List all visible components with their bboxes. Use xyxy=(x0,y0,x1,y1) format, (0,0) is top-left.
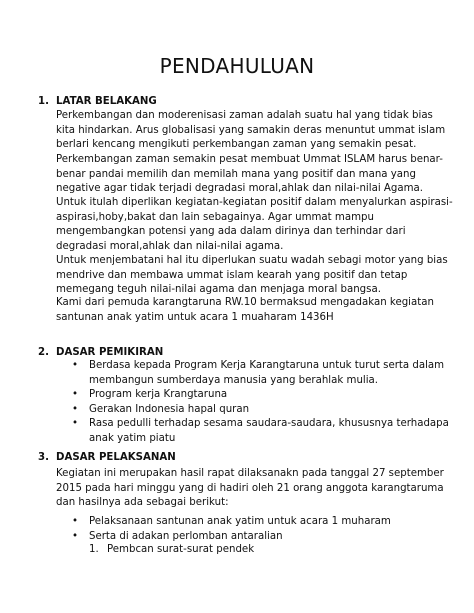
sub-item-number: 1. xyxy=(89,544,99,555)
sub-item-text: Pembcan surat-surat pendek xyxy=(107,544,255,555)
list-item-line: membangun sumberdaya manusia yang berahlak mulia. xyxy=(89,374,379,386)
section-number: 2. xyxy=(38,347,49,358)
list-item xyxy=(72,388,442,403)
list-item-line: anak yatim piatu xyxy=(89,432,176,444)
paragraph-line: 2015 pada hari minggu yang di hadiri oleh 21 orang anggota karangtaruma xyxy=(56,482,444,494)
section-heading-dasar-pemikiran xyxy=(38,347,163,358)
paragraph-4 xyxy=(56,254,448,298)
section-number: 3. xyxy=(38,452,49,463)
paragraph-line: Perkembangan zaman semakin pesat membuat Ummat ISLAM harus benar- xyxy=(56,154,443,165)
section-number: 1. xyxy=(38,96,49,107)
paragraph-line: mendrive dan membawa ummat islam kearah yang positif dan tetap xyxy=(56,269,408,281)
paragraph-line: memegang teguh nilai-nilai agama dan menjaga moral bangsa. xyxy=(56,284,381,296)
numbered-sub-item xyxy=(89,543,254,558)
paragraph-5 xyxy=(56,296,436,325)
bullet-icon: • xyxy=(72,403,79,415)
section-title: LATAR BELAKANG xyxy=(56,96,157,107)
list-item-line: Serta di adakan perlomban antaralian xyxy=(89,530,283,542)
paragraph-line: Perkembangan dan moderenisasi zaman adalah suatu hal yang tidak bias xyxy=(56,110,433,121)
list-item-line: Pelaksanaan santunan anak yatim untuk acara 1 muharam xyxy=(89,516,391,527)
list-item xyxy=(72,515,442,530)
bullet-icon: • xyxy=(72,418,79,430)
paragraph-line: Kami dari pemuda karangtaruna RW.10 bermaksud mengadakan kegiatan xyxy=(56,297,434,308)
section-title: DASAR PEMIKIRAN xyxy=(56,347,164,358)
paragraph-dasar-pelaksanan xyxy=(56,467,444,511)
paragraph-3 xyxy=(56,196,453,254)
paragraph-line: negative agar tidak terjadi degradasi moral,ahlak dan nilai-nilai Agama. xyxy=(56,183,423,195)
list-item-line: Program kerja Krangtaruna xyxy=(89,389,228,401)
paragraph-line: mengembangkan potensi yang ada dalam dirinya dan terhindar dari xyxy=(56,226,406,238)
paragraph-line: santunan anak yatim untuk acara 1 muaharam 1436H xyxy=(56,311,334,323)
paragraph-line: benar pandai memilih dan memilah mana yang positif dan mana yang xyxy=(56,168,416,180)
section-heading-latar-belakang xyxy=(38,96,157,107)
bullet-icon: • xyxy=(72,360,79,371)
bullet-list-dasar-pemikiran xyxy=(72,359,449,447)
paragraph-line: berlari kencang mengikuti perkembangan zaman yang semakin pesat. xyxy=(56,139,417,151)
paragraph-1 xyxy=(56,109,446,153)
list-item-line: Berdasa kepada Program Kerja Karangtaruna untuk turut serta dalam xyxy=(89,360,445,371)
paragraph-line: Untuk itulah diperlikan kegiatan-kegiatan positif dalam menyalurkan aspirasi- xyxy=(56,197,453,208)
paragraph-2 xyxy=(56,153,443,197)
section-title: DASAR PELAKSANAN xyxy=(56,452,176,463)
list-item xyxy=(72,403,442,418)
list-item-line: Rasa pedulli terhadap sesama saudara-saudara, khususnya terhadapa xyxy=(89,418,449,430)
list-item xyxy=(72,530,442,545)
paragraph-line: aspirasi,hoby,bakat dan lain sebagainya. Agar ummat mampu xyxy=(56,211,374,223)
paragraph-line: degradasi moral,ahlak dan nilai-nilai agama. xyxy=(56,240,284,252)
bullet-icon: • xyxy=(72,389,79,401)
list-item xyxy=(72,359,445,388)
bullet-list-dasar-pelaksanan xyxy=(72,515,442,544)
page-title: PENDAHULUAN xyxy=(159,54,315,78)
bullet-icon: • xyxy=(72,516,79,527)
paragraph-line: dan hasilnya ada sebagai berikut: xyxy=(56,497,229,509)
list-item-line: Gerakan Indonesia hapal quran xyxy=(89,403,250,415)
section-heading-dasar-pelaksanan xyxy=(38,452,176,463)
paragraph-line: kita hindarkan. Arus globalisasi yang samakin deras menuntut ummat islam xyxy=(56,124,446,136)
paragraph-line: Untuk menjembatani hal itu diperlukan suatu wadah sebagi motor yang bias xyxy=(56,255,448,266)
list-item xyxy=(72,417,449,446)
paragraph-line: Kegiatan ini merupakan hasil rapat dilaksanakn pada tanggal 27 september xyxy=(56,468,444,479)
bullet-icon: • xyxy=(72,530,79,542)
